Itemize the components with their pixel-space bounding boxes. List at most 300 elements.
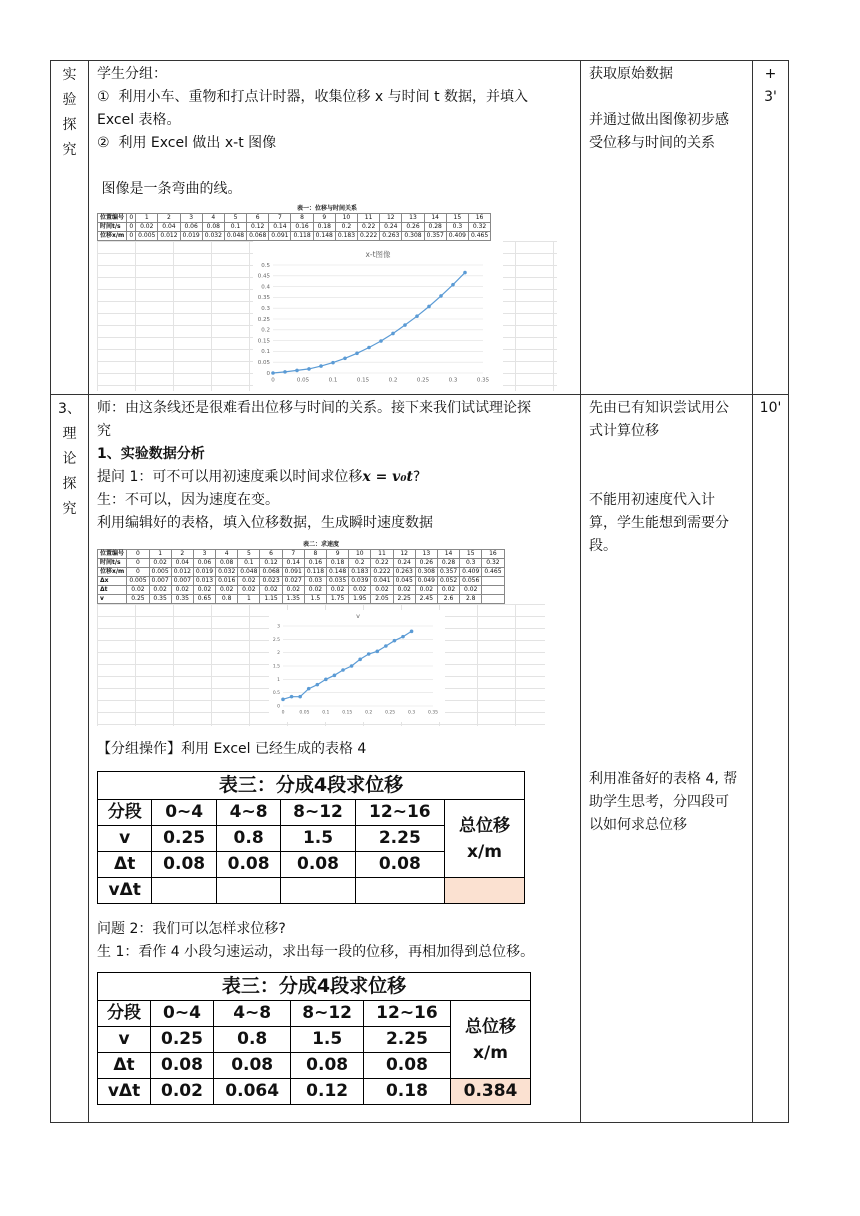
text-line: 师：由这条线还是很难看出位移与时间的关系。接下来我们试试理论探 — [97, 400, 531, 416]
excel-cell: 2.25 — [393, 595, 415, 604]
excel-cell: 6 — [247, 214, 269, 223]
row-label: Δt — [98, 852, 152, 878]
excel-cell: 0.02 — [460, 586, 482, 595]
y-tick-label: 1.5 — [272, 664, 280, 670]
excel-cell: 0.24 — [380, 223, 402, 232]
excel-cell: 0.02 — [437, 586, 459, 595]
excel-title: 表二：求速度 — [302, 541, 339, 548]
excel-cell: 0.005 — [149, 568, 171, 577]
table-title-row — [98, 973, 531, 1001]
excel-cell: 0.02 — [349, 586, 371, 595]
value-cell: 0.25 — [151, 1027, 214, 1053]
total-value — [445, 878, 525, 904]
excel-cell: 0.056 — [460, 577, 482, 586]
content-cell — [89, 61, 581, 395]
text-line: ① 利用小车、重物和打点计时器，收集位移 x 与时间 t 数据，并填入 — [97, 89, 529, 105]
data-point — [451, 283, 455, 287]
excel-cell: 0.02 — [238, 586, 260, 595]
chart-title: x-t图像 — [365, 250, 391, 259]
excel-cell: 0.019 — [193, 568, 215, 577]
data-point — [341, 668, 345, 672]
v-t-chart — [269, 610, 445, 722]
data-point — [401, 635, 405, 639]
excel-cell: 0.02 — [136, 223, 158, 232]
excel-cell: 15 — [460, 550, 482, 559]
excel-cell: 2.6 — [437, 595, 459, 604]
excel-cell: 0.65 — [193, 595, 215, 604]
question-1: 提问 1：可不可以用初速度乘以时间求位移x = v₀t? — [97, 469, 421, 485]
lesson-plan-page — [50, 60, 788, 1122]
data-point — [379, 339, 383, 343]
excel-cell: 0.02 — [149, 586, 171, 595]
value-cell: 0.08 — [363, 1053, 450, 1079]
excel-cell: 0.263 — [380, 232, 402, 241]
excel-cell: 1.75 — [327, 595, 349, 604]
excel-cell: 0.308 — [402, 232, 424, 241]
excel-row — [98, 214, 491, 223]
excel-cell: 10 — [349, 550, 371, 559]
y-tick-label: 2.5 — [272, 637, 280, 643]
excel-cell: 0.18 — [313, 223, 335, 232]
excel-screenshot-1 — [97, 205, 557, 391]
data-point — [415, 314, 419, 318]
excel-cell: 0.012 — [158, 232, 180, 241]
value-cell: 0.8 — [213, 1027, 290, 1053]
excel-cell: 0.3 — [446, 223, 468, 232]
excel-cell: 0.02 — [304, 586, 326, 595]
excel-title: 表一：位移与时间关系 — [296, 205, 357, 212]
table-title: 表三：分成4段求位移 — [98, 973, 531, 1001]
excel-cell: 0.052 — [437, 577, 459, 586]
excel-row — [98, 232, 491, 241]
excel-cell: 2 — [171, 550, 193, 559]
table-title: 表三：分成4段求位移 — [98, 772, 525, 800]
excel-cell: 11 — [358, 214, 380, 223]
value-cell: 0.25 — [152, 826, 216, 852]
excel-row-label: 时间t/s — [98, 223, 127, 232]
vdt-cell: 0.02 — [151, 1079, 214, 1105]
stage-cell: 3、 理 论 探 究 — [51, 395, 89, 1123]
row-label: Δt — [98, 1053, 151, 1079]
excel-cell: 3 — [180, 214, 202, 223]
value-cell: 0.08 — [355, 852, 444, 878]
stage-cell: 实 验 探 究 — [51, 61, 89, 395]
excel-cell: 0 — [127, 214, 136, 223]
table-row — [98, 1001, 531, 1027]
excel-cell: 0.091 — [282, 568, 304, 577]
data-point — [393, 639, 397, 643]
vdt-cell: 0.12 — [291, 1079, 363, 1105]
excel-cell: 0.02 — [171, 586, 193, 595]
student-cell: 先由已有知识尝试用公 式计算位移 不能用初速度代入计 算，学生能想到需要分 段。 利用准备好的表格 4, 帮 助学生思考，分四段可 以如何求总位移 — [581, 395, 753, 1123]
excel-cell: 0.409 — [460, 568, 482, 577]
vdt-cell — [216, 878, 280, 904]
excel-table-2 — [97, 549, 505, 604]
excel-cell: 0.08 — [216, 559, 238, 568]
excel-cell: 11 — [371, 550, 393, 559]
data-point — [307, 367, 311, 371]
excel-cell: 0.1 — [238, 559, 260, 568]
section-title: 1、实验数据分析 — [97, 446, 205, 462]
text-line: 生：不可以，因为速度在变。 — [97, 492, 279, 508]
excel-cell: 0.068 — [260, 568, 282, 577]
excel-cell: 0.148 — [327, 568, 349, 577]
vdt-cell — [152, 878, 216, 904]
excel-cell: 0.06 — [180, 223, 202, 232]
excel-cell: 0.041 — [371, 577, 393, 586]
excel-cell: 0.045 — [393, 577, 415, 586]
segment-cell: 0~4 — [151, 1001, 214, 1027]
excel-row-label: 位置编号 — [98, 550, 127, 559]
time-cell: + 3' — [753, 61, 789, 395]
excel-cell: 1 — [149, 550, 171, 559]
total-label: 总位移 x/m — [445, 800, 525, 878]
excel-cell — [482, 595, 504, 604]
data-point — [384, 644, 388, 648]
data-point — [355, 352, 359, 356]
excel-cell: 0.28 — [437, 559, 459, 568]
excel-cell: 0.039 — [349, 577, 371, 586]
x-tick-label: 0.05 — [296, 377, 310, 384]
table-row — [98, 878, 525, 904]
excel-cell: 0.35 — [149, 595, 171, 604]
x-tick-label: 0.15 — [356, 377, 370, 384]
excel-row-label: 位置编号 — [98, 214, 127, 223]
excel-cell: 13 — [402, 214, 424, 223]
excel-row — [98, 550, 505, 559]
x-tick-label: 0.1 — [328, 377, 338, 384]
excel-cell: 0.005 — [127, 577, 149, 586]
excel-row-label: 位移x/m — [98, 568, 127, 577]
excel-cell: 0.068 — [247, 232, 269, 241]
excel-cell: 0.222 — [358, 232, 380, 241]
text-line: 图像是一条弯曲的线。 — [97, 181, 242, 197]
x-t-chart — [253, 241, 503, 391]
excel-cell: 0.1 — [224, 223, 246, 232]
x-tick-label: 0.15 — [342, 710, 353, 716]
excel-cell: 1.95 — [349, 595, 371, 604]
excel-cell: 16 — [482, 550, 504, 559]
excel-cell: 0.04 — [171, 559, 193, 568]
excel-cell: 2.8 — [460, 595, 482, 604]
y-tick-label: 0 — [266, 370, 270, 377]
excel-cell: 13 — [415, 550, 437, 559]
excel-cell: 1 — [238, 595, 260, 604]
data-point — [367, 652, 371, 656]
excel-cell: 0 — [127, 232, 136, 241]
excel-cell: 0 — [127, 550, 149, 559]
data-point — [463, 271, 467, 275]
excel-cell: 0.02 — [327, 586, 349, 595]
segment-cell: 4~8 — [216, 800, 280, 826]
excel-cell: 0.16 — [291, 223, 313, 232]
table-title-row — [98, 772, 525, 800]
table-row — [98, 800, 525, 826]
x-tick-label: 0.25 — [385, 710, 396, 716]
value-cell: 0.08 — [291, 1053, 363, 1079]
excel-cell: 0.023 — [260, 577, 282, 586]
excel-cell: 0.118 — [304, 568, 326, 577]
y-tick-label: 0.2 — [261, 327, 270, 334]
x-tick-label: 0.25 — [416, 377, 430, 384]
segment-cell: 8~12 — [281, 800, 355, 826]
excel-cell: 3 — [193, 550, 215, 559]
excel-cell: 5 — [238, 550, 260, 559]
text-line: 学生分组： — [97, 66, 167, 82]
excel-cell: 0.027 — [282, 577, 304, 586]
excel-cell: 0.048 — [224, 232, 246, 241]
excel-cell: 0.357 — [437, 568, 459, 577]
excel-cell: 2.45 — [415, 595, 437, 604]
vdt-cell: 0.18 — [363, 1079, 450, 1105]
value-cell: 1.5 — [291, 1027, 363, 1053]
excel-cell: 0.02 — [371, 586, 393, 595]
excel-cell: 1.5 — [304, 595, 326, 604]
excel-cell: 0.32 — [482, 559, 504, 568]
excel-table-1 — [97, 213, 491, 241]
x-tick-label: 0.05 — [299, 710, 310, 716]
excel-cell: 14 — [437, 550, 459, 559]
y-tick-label: 0.05 — [257, 360, 270, 367]
chart-area — [253, 241, 503, 391]
student-cell: 获取原始数据 并通过做出图像初步感 受位移与时间的关系 — [581, 61, 753, 395]
value-cell: 2.25 — [355, 826, 444, 852]
data-point — [375, 650, 379, 654]
excel-cell: 0.18 — [327, 559, 349, 568]
vdt-cell — [355, 878, 444, 904]
excel-cell: 0.02 — [193, 586, 215, 595]
excel-cell: 0.019 — [180, 232, 202, 241]
y-tick-label: 0.4 — [261, 284, 270, 291]
data-point — [295, 369, 299, 373]
formula: x = v₀t — [362, 469, 413, 485]
segment-cell: 4~8 — [213, 1001, 290, 1027]
excel-cell: 0.26 — [415, 559, 437, 568]
excel-grid — [97, 604, 545, 726]
excel-cell: 2.05 — [371, 595, 393, 604]
excel-cell: 9 — [313, 214, 335, 223]
excel-cell: 10 — [335, 214, 357, 223]
text-line: 利用编辑好的表格，填入位移数据，生成瞬时速度数据 — [97, 515, 433, 531]
segment-cell: 8~12 — [291, 1001, 363, 1027]
total-value: 0.384 — [451, 1079, 531, 1105]
row-label: v — [98, 1027, 151, 1053]
excel-cell: 0.22 — [358, 223, 380, 232]
excel-row-label: 位移x/m — [98, 232, 127, 241]
value-cell: 0.08 — [281, 852, 355, 878]
excel-cell: 0 — [127, 223, 136, 232]
excel-cell: 0.222 — [371, 568, 393, 577]
excel-cell — [482, 577, 504, 586]
excel-cell: 0.16 — [304, 559, 326, 568]
excel-cell: 0.357 — [424, 232, 446, 241]
data-point — [343, 357, 347, 361]
value-cell: 2.25 — [363, 1027, 450, 1053]
data-point — [298, 695, 302, 699]
text-line: 究 — [97, 423, 111, 439]
excel-cell: 0.12 — [260, 559, 282, 568]
text-line: ② 利用 Excel 做出 x-t 图像 — [97, 135, 277, 151]
excel-cell: 8 — [291, 214, 313, 223]
excel-cell: 0.8 — [216, 595, 238, 604]
y-tick-label: 0.5 — [261, 262, 270, 269]
excel-cell: 14 — [424, 214, 446, 223]
excel-cell: 0.24 — [393, 559, 415, 568]
excel-cell: 1.35 — [282, 595, 304, 604]
content-cell — [89, 395, 581, 1123]
excel-cell: 8 — [304, 550, 326, 559]
row-experiment — [51, 61, 789, 395]
excel-cell: 5 — [224, 214, 246, 223]
y-tick-label: 2 — [277, 651, 280, 657]
time-cell: 10' — [753, 395, 789, 1123]
excel-row-label: 时间t/s — [98, 559, 127, 568]
excel-cell: 0.016 — [216, 577, 238, 586]
excel-cell — [482, 586, 504, 595]
data-point — [315, 683, 319, 687]
excel-cell: 0.02 — [238, 577, 260, 586]
value-cell: 0.8 — [216, 826, 280, 852]
excel-cell: 0.02 — [127, 586, 149, 595]
table-3b — [97, 972, 531, 1105]
excel-cell: 0.25 — [127, 595, 149, 604]
excel-row-label: Δt — [98, 586, 127, 595]
excel-cell: 12 — [380, 214, 402, 223]
y-tick-label: 0.35 — [257, 295, 270, 302]
y-tick-label: 0.5 — [272, 691, 280, 697]
excel-cell: 1.15 — [260, 595, 282, 604]
x-tick-label: 0.2 — [365, 710, 373, 716]
excel-cell: 0.035 — [327, 577, 349, 586]
data-point — [439, 294, 443, 298]
data-point — [281, 698, 285, 702]
excel-cell: 0.118 — [291, 232, 313, 241]
excel-cell: 0.03 — [304, 577, 326, 586]
excel-cell: 0 — [127, 568, 149, 577]
excel-cell: 0.049 — [415, 577, 437, 586]
data-point — [427, 305, 431, 309]
value-cell: 0.08 — [216, 852, 280, 878]
table-3a — [97, 771, 525, 904]
y-tick-label: 3 — [277, 624, 280, 630]
y-tick-label: 0.1 — [261, 349, 270, 356]
excel-cell: 0.2 — [349, 559, 371, 568]
excel-cell: 0.22 — [371, 559, 393, 568]
excel-cell: 0.465 — [482, 568, 504, 577]
x-tick-label: 0.35 — [476, 377, 490, 384]
excel-screenshot-2 — [97, 541, 545, 726]
row-label: 分段 — [98, 800, 152, 826]
excel-cell: 0.091 — [269, 232, 291, 241]
value-cell: 0.08 — [152, 852, 216, 878]
x-tick-label: 0.3 — [448, 377, 458, 384]
excel-cell: 0.12 — [247, 223, 269, 232]
excel-row — [98, 559, 505, 568]
excel-cell: 4 — [216, 550, 238, 559]
excel-cell: 0.013 — [193, 577, 215, 586]
data-point — [283, 370, 287, 374]
excel-row — [98, 577, 505, 586]
excel-cell: 0.409 — [446, 232, 468, 241]
excel-cell: 0.263 — [393, 568, 415, 577]
excel-row-label: Δx — [98, 577, 127, 586]
table-row — [98, 1079, 531, 1105]
data-point — [319, 364, 323, 368]
value-cell: 1.5 — [281, 826, 355, 852]
y-tick-label: 1 — [277, 677, 280, 683]
row-label: 分段 — [98, 1001, 151, 1027]
vdt-cell — [281, 878, 355, 904]
data-point — [367, 346, 371, 350]
excel-cell: 0 — [127, 559, 149, 568]
excel-cell: 0.148 — [313, 232, 335, 241]
excel-row — [98, 568, 505, 577]
vdt-cell: 0.064 — [213, 1079, 290, 1105]
excel-cell: 0.02 — [216, 586, 238, 595]
excel-cell: 12 — [393, 550, 415, 559]
excel-cell: 2 — [158, 214, 180, 223]
excel-row — [98, 595, 505, 604]
excel-cell: 4 — [202, 214, 224, 223]
total-label: 总位移 x/m — [451, 1001, 531, 1079]
data-point — [307, 687, 311, 691]
excel-cell: 6 — [260, 550, 282, 559]
excel-row — [98, 586, 505, 595]
excel-cell: 0.14 — [282, 559, 304, 568]
excel-cell: 0.007 — [149, 577, 171, 586]
excel-cell: 7 — [269, 214, 291, 223]
excel-cell: 0.35 — [171, 595, 193, 604]
data-point — [391, 332, 395, 336]
segment-cell: 12~16 — [363, 1001, 450, 1027]
excel-cell: 0.14 — [269, 223, 291, 232]
excel-cell: 0.02 — [282, 586, 304, 595]
y-tick-label: 0.25 — [257, 316, 270, 323]
excel-cell: 0.02 — [149, 559, 171, 568]
excel-cell: 0.465 — [468, 232, 490, 241]
excel-cell: 0.2 — [335, 223, 357, 232]
row-label: vΔt — [98, 1079, 151, 1105]
excel-cell: 0.02 — [415, 586, 437, 595]
value-cell: 0.08 — [151, 1053, 214, 1079]
data-point — [290, 695, 294, 699]
excel-cell: 0.048 — [238, 568, 260, 577]
excel-cell: 0.032 — [202, 232, 224, 241]
text-line: Excel 表格。 — [97, 112, 181, 128]
chart-title: v — [356, 612, 360, 620]
excel-cell: 0.32 — [468, 223, 490, 232]
excel-cell: 16 — [468, 214, 490, 223]
y-tick-label: 0 — [277, 704, 280, 710]
excel-cell: 0.007 — [171, 577, 193, 586]
data-point — [271, 371, 275, 375]
excel-grid — [97, 241, 557, 391]
excel-cell: 0.26 — [402, 223, 424, 232]
excel-cell: 0.012 — [171, 568, 193, 577]
excel-cell: 0.02 — [393, 586, 415, 595]
data-point — [350, 664, 354, 668]
data-point — [410, 630, 414, 634]
excel-cell: 0.032 — [216, 568, 238, 577]
x-tick-label: 0 — [271, 377, 275, 384]
segment-cell: 12~16 — [355, 800, 444, 826]
y-tick-label: 0.3 — [261, 306, 270, 313]
excel-cell: 0.183 — [335, 232, 357, 241]
excel-row-label: v — [98, 595, 127, 604]
excel-cell: 0.02 — [260, 586, 282, 595]
data-point — [403, 323, 407, 327]
y-tick-label: 0.45 — [257, 273, 270, 280]
